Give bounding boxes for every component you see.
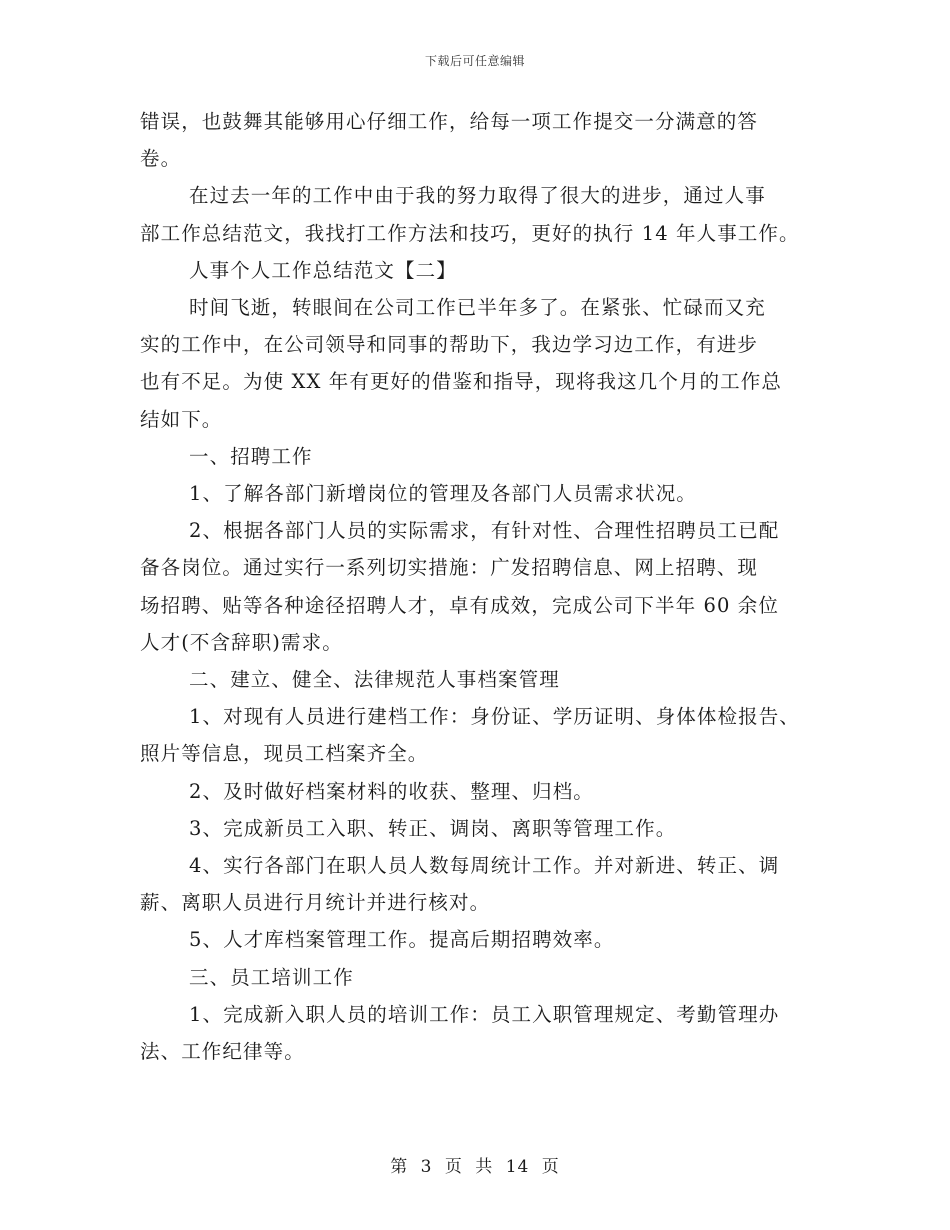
text-line: 照片等信息，现员工档案齐全。 xyxy=(140,742,429,766)
text-line: 卷。 xyxy=(140,147,182,171)
text-line: 1、对现有人员进行建档工作：身份证、学历证明、身体体检报告、 xyxy=(189,705,800,729)
text-line: 薪、离职人员进行月统计并进行核对。 xyxy=(140,891,491,915)
text-line: 1、了解各部门新增岗位的管理及各部门人员需求状况。 xyxy=(189,482,697,506)
text-line: 实的工作中，在公司领导和同事的帮助下，我边学习边工作，有进步 xyxy=(140,333,759,357)
text-line: 法、工作纪律等。 xyxy=(140,1040,305,1064)
document-body xyxy=(140,103,820,1070)
text-line: 也有不足。为使 XX 年有更好的借鉴和指导，现将我这几个月的工作总 xyxy=(140,370,782,394)
text-line: 5、人才库档案管理工作。提高后期招聘效率。 xyxy=(189,928,615,952)
text-line: 部工作总结范文，我找打工作方法和技巧，更好的执行 14 年人事工作。 xyxy=(140,221,800,245)
text-line: 1、完成新入职人员的培训工作：员工入职管理规定、考勤管理办 xyxy=(189,1002,780,1026)
page-header-note: 下载后可任意编辑 xyxy=(424,54,525,68)
text-line: 3、完成新员工入职、转正、调岗、离职等管理工作。 xyxy=(189,816,677,840)
text-line: 2、及时做好档案材料的收获、整理、归档。 xyxy=(189,779,594,803)
text-line: 时间飞逝，转眼间在公司工作已半年多了。在紧张、忙碌而又充 xyxy=(189,296,766,320)
text-line: 2、根据各部门人员的实际需求，有针对性、合理性招聘员工已配 xyxy=(189,519,780,543)
text-line: 一、招聘工作 xyxy=(189,444,313,468)
text-line: 二、建立、健全、法律规范人事档案管理 xyxy=(189,668,560,692)
text-line: 4、实行各部门在职人员人数每周统计工作。并对新进、转正、调 xyxy=(189,854,780,878)
page-number-footer: 第 3 页 共 14 页 xyxy=(390,1157,560,1177)
text-line: 备各岗位。通过实行一系列切实措施：广发招聘信息、网上招聘、现 xyxy=(140,556,759,580)
text-line: 在过去一年的工作中由于我的努力取得了很大的进步，通过人事 xyxy=(189,184,766,208)
text-line: 三、员工培训工作 xyxy=(189,965,354,989)
text-line: 人事个人工作总结范文【二】 xyxy=(189,258,457,282)
text-line: 错误，也鼓舞其能够用心仔细工作，给每一项工作提交一分满意的答 xyxy=(140,110,759,133)
text-line: 场招聘、贴等各种途径招聘人才，卓有成效，完成公司下半年 60 余位 xyxy=(140,593,780,617)
text-line: 人才(不含辞职)需求。 xyxy=(140,630,343,654)
text-line: 结如下。 xyxy=(140,407,223,431)
